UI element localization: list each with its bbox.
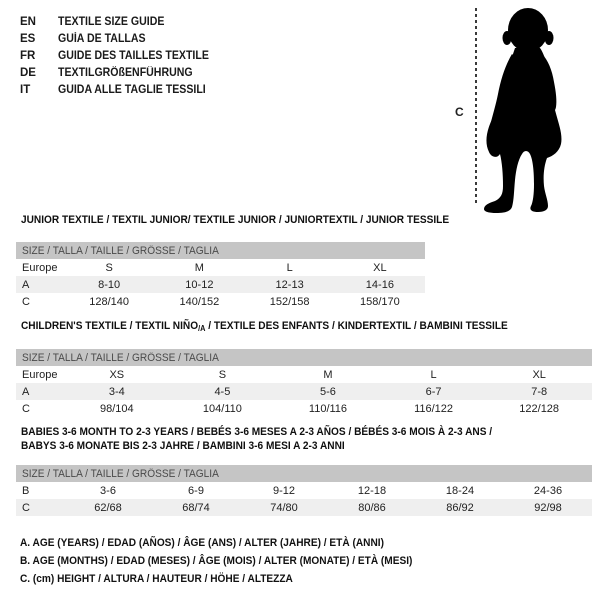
table-cell: 4-5 <box>214 385 231 398</box>
babies-table-title <box>21 425 533 453</box>
table-row-height <box>16 293 425 310</box>
junior-table-title-text: JUNIOR TEXTILE / TEXTIL JUNIOR/ TEXTILE JUNIOR / JUNIORTEXTIL / JUNIOR TESSILE <box>21 214 450 226</box>
table-cell: 116/122 <box>414 402 454 415</box>
table-cell: 12-18 <box>357 484 387 497</box>
language-code: DE <box>20 66 36 79</box>
height-measure-label: C <box>455 105 464 119</box>
table-cell: 18-24 <box>445 484 475 497</box>
table-cell: 14-16 <box>365 278 394 291</box>
baby-silhouette-icon <box>476 2 582 214</box>
babies-size-table <box>16 465 592 516</box>
language-code: EN <box>20 15 36 28</box>
table-cell: 9-12 <box>272 484 296 497</box>
language-row-de <box>20 64 222 81</box>
table-cell: 3-6 <box>100 484 116 497</box>
row-label: Europe <box>22 368 58 381</box>
language-code: IT <box>20 83 31 96</box>
size-header-bar <box>16 242 425 259</box>
table-cell: 140/152 <box>179 295 220 308</box>
footnote-line-b: B. AGE (MONTHS) / EDAD (MESES) / ÂGE (MOIS) / ALTER (MONATE) / ETÀ (MESI) <box>20 555 413 567</box>
junior-size-table <box>16 242 425 310</box>
table-cell: S <box>218 368 227 381</box>
table-cell: 122/128 <box>519 402 560 415</box>
children-title-prefix: CHILDREN'S TEXTILE / TEXTIL NIÑO <box>21 320 199 332</box>
table-row-age <box>16 276 425 293</box>
row-label: A <box>22 278 30 291</box>
table-cell: 128/140 <box>89 295 129 308</box>
row-label: B <box>22 484 30 497</box>
table-cell: M <box>323 368 333 381</box>
language-label: TEXTILGRÖßENFÜHRUNG <box>58 66 193 79</box>
row-label: C <box>22 295 30 308</box>
table-cell: 5-6 <box>320 385 336 398</box>
table-cell: 80/86 <box>358 501 386 514</box>
table-cell: 7-8 <box>531 385 548 398</box>
language-label: GUIDE DES TAILLES TEXTILE <box>58 49 209 62</box>
table-row-height <box>16 400 592 417</box>
footnote-line-c: C. (cm) HEIGHT / ALTURA / HAUTEUR / HÖHE / ALTEZZA <box>20 573 293 585</box>
children-table-title <box>21 320 550 333</box>
babies-title-line1: BABIES 3-6 MONTH TO 2-3 YEARS / BEBÉS 3-6 MESES A 2-3 AÑOS / BÉBÉS 3-6 MOIS À 2-3 ANS / <box>21 426 493 438</box>
language-label: TEXTILE SIZE GUIDE <box>58 15 165 28</box>
babies-title-line2: BABYS 3-6 MONATE BIS 2-3 JAHRE / BAMBINI 3-6 MESI A 2-3 ANNI <box>21 440 345 452</box>
footnotes <box>20 534 447 588</box>
table-cell: 68/74 <box>182 501 210 514</box>
language-row-es <box>20 30 222 47</box>
row-label: A <box>22 385 30 398</box>
size-header-bar <box>16 349 592 366</box>
table-row-age <box>16 383 592 400</box>
table-cell: 158/170 <box>359 295 400 308</box>
language-row-fr <box>20 47 222 64</box>
table-cell: 110/116 <box>308 402 348 415</box>
row-label: C <box>22 402 30 415</box>
size-header-label: SIZE / TALLA / TAILLE / GRÖSSE / TAGLIA <box>22 351 219 364</box>
language-title-list <box>20 13 222 98</box>
table-cell: 6-9 <box>188 484 204 497</box>
table-cell: XS <box>109 368 125 381</box>
table-cell: 62/68 <box>94 501 122 514</box>
table-cell: 92/98 <box>534 501 562 514</box>
table-cell: 12-13 <box>275 278 304 291</box>
table-cell: 74/80 <box>270 501 298 514</box>
table-cell: 6-7 <box>425 385 442 398</box>
junior-table-title <box>21 214 486 226</box>
table-row-europe <box>16 259 425 276</box>
table-cell: XL <box>532 368 546 381</box>
language-label: GUIDA ALLE TAGLIE TESSILI <box>58 83 206 96</box>
table-cell: 24-36 <box>533 484 563 497</box>
size-header-label: SIZE / TALLA / TAILLE / GRÖSSE / TAGLIA <box>22 244 219 257</box>
table-cell: S <box>105 261 113 274</box>
table-row-height <box>16 499 592 516</box>
table-cell: 152/158 <box>269 295 310 308</box>
table-cell: 3-4 <box>108 385 125 398</box>
table-row-europe <box>16 366 592 383</box>
row-label: C <box>22 501 30 514</box>
table-row-months <box>16 482 592 499</box>
language-row-it <box>20 81 222 98</box>
language-code: FR <box>20 49 36 62</box>
table-cell: XL <box>373 261 387 274</box>
table-cell: 98/104 <box>99 402 134 415</box>
table-cell: 104/110 <box>202 402 242 415</box>
table-cell: 8-10 <box>98 278 121 291</box>
footnote-line-a: A. AGE (YEARS) / EDAD (AÑOS) / ÂGE (ANS) / ALTER (JAHRE) / ETÀ (ANNI) <box>20 537 384 549</box>
language-code: ES <box>20 32 36 45</box>
language-row-en <box>20 13 222 30</box>
table-cell: 86/92 <box>446 501 474 514</box>
children-table-title-text <box>21 320 508 333</box>
size-header-bar <box>16 465 592 482</box>
size-header-label: SIZE / TALLA / TAILLE / GRÖSSE / TAGLIA <box>22 467 219 480</box>
table-cell: L <box>286 261 293 274</box>
children-title-suffix: / TEXTILE DES ENFANTS / KINDERTEXTIL / BAMBINI TESSILE <box>205 320 508 332</box>
children-title-sub: /A <box>198 324 206 333</box>
language-label: GUÍA DE TALLAS <box>58 32 146 45</box>
row-label: Europe <box>22 261 58 274</box>
table-cell: M <box>194 261 204 274</box>
table-cell: L <box>430 368 437 381</box>
children-size-table <box>16 349 592 417</box>
table-cell: 10-12 <box>185 278 214 291</box>
